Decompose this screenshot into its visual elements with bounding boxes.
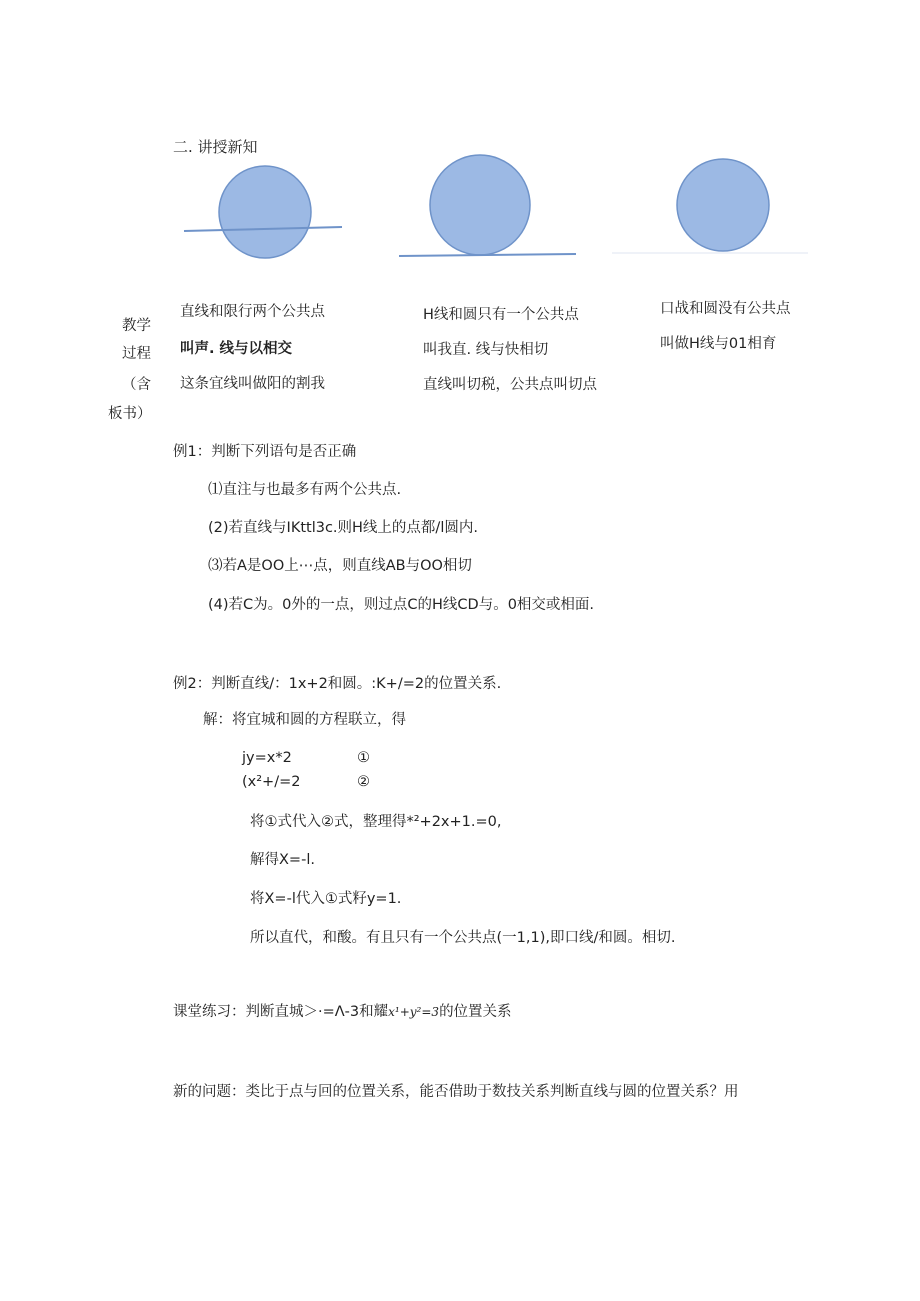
circle-line-figures xyxy=(0,0,920,300)
section-title: 二. 讲授新知 xyxy=(173,138,258,156)
equation-1: jy=x*2 xyxy=(242,750,292,766)
circle-separate xyxy=(677,159,769,251)
line-tangent xyxy=(399,254,576,256)
example1-item-3: ⑶若A是OO上⋯点，则直线AB与OO相切 xyxy=(208,558,472,574)
circle-tangent xyxy=(430,155,530,255)
practice-line xyxy=(173,1004,512,1021)
caption-separate-line1: 口战和圆没有公共点 xyxy=(660,301,791,317)
example1-item-4: (4)若C为。0外的一点，则过点C的H线CD与。0相交或相面. xyxy=(208,597,595,613)
solution-step-3: 将X=-l代入①式籽y=1. xyxy=(250,891,402,907)
equation-2: (x²+/=2 xyxy=(242,774,301,790)
caption-tangent-line2: 叫我直. 线与快相切 xyxy=(423,342,549,358)
figure-separate xyxy=(612,159,808,253)
example1-item-1: ⑴直注与也最多有两个公共点. xyxy=(208,482,402,498)
equation-2-mark: ② xyxy=(357,774,370,790)
caption-secant-line2: 叫声. 线与以相交 xyxy=(180,341,293,357)
side-label-line2: 过程 xyxy=(122,346,151,362)
practice-prefix: 课堂练习：判断直城＞·=Λ-3和耀 xyxy=(173,1004,389,1020)
figure-secant xyxy=(184,166,342,258)
example2-solution-intro: 解：将宜城和圆的方程联立，得 xyxy=(203,712,406,728)
solution-step-2: 解得X=-l. xyxy=(250,852,315,868)
caption-secant-line3: 这条宜线叫做阳的割我 xyxy=(180,376,325,392)
caption-separate-line2: 叫做H线与01相育 xyxy=(660,336,777,352)
practice-suffix: 的位置关系 xyxy=(439,1004,512,1020)
solution-step-4: 所以直代，和酸。有且只有一个公共点(一1,1),即口线/和圆。相切. xyxy=(250,930,676,946)
circle-secant xyxy=(219,166,311,258)
side-label-line1: 教学 xyxy=(122,318,151,334)
example1-item-2: (2)若直线与IKttl3c.则H线上的点都∕l圆内. xyxy=(208,520,478,536)
example2-title: 例2：判断直线/：1x+2和圆。:K+/=2的位置关系. xyxy=(173,676,502,692)
practice-formula: x¹+y²=3 xyxy=(388,1005,440,1019)
equation-1-mark: ① xyxy=(357,750,370,766)
caption-tangent-line1: H线和圆只有一个公共点 xyxy=(423,307,579,323)
side-label-line3: （含 xyxy=(122,377,151,393)
side-label-line4: 板书） xyxy=(108,406,152,422)
example1-title: 例1：判断下列语句是否正确 xyxy=(173,444,357,460)
solution-step-1: 将①式代入②式，整理得*²+2x+1.=0, xyxy=(250,814,502,830)
new-question: 新的问题：类比于点与回的位置关系，能否借助于数技关系判断直线与圆的位置关系？用 xyxy=(173,1084,739,1100)
caption-secant-line1: 直线和限行两个公共点 xyxy=(180,304,325,320)
figure-tangent xyxy=(399,155,576,256)
caption-tangent-line3: 直线叫切税，公共点叫切点 xyxy=(423,377,597,393)
